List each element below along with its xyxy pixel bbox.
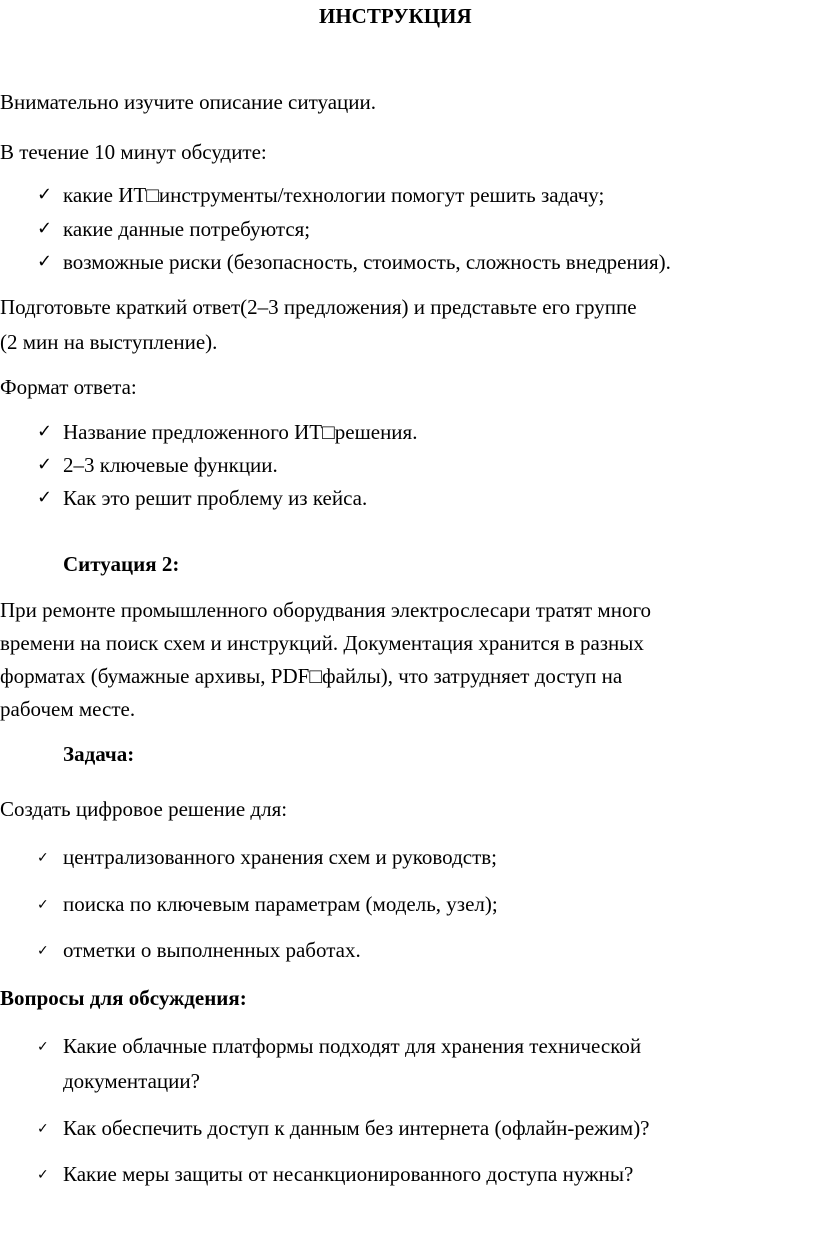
task-heading: Задача: [63, 742, 135, 766]
list-item: отметки о выполненных работах. [63, 938, 361, 962]
checkmark-icon: ✓ [37, 1039, 49, 1055]
situation-line: времени на поиск схем и инструкций. Документация хранится в разных [0, 631, 644, 655]
questions-heading: Вопросы для обсуждения: [0, 986, 247, 1010]
checkmark-icon: ✓ [37, 943, 49, 959]
list-item: Название предложенного ИТ□решения. [63, 420, 418, 444]
checkmark-icon: ✓ [37, 218, 53, 239]
checkmark-icon: ✓ [37, 421, 53, 442]
list-item: Какие облачные платформы подходят для хранения технической [63, 1034, 642, 1058]
situation-heading: Ситуация 2: [63, 552, 180, 576]
intro-paragraph-1: Внимательно изучите описание ситуации. [0, 90, 376, 114]
list-item: возможные риски (безопасность, стоимость, сложность внедрения). [63, 250, 671, 274]
task-lead: Создать цифровое решение для: [0, 797, 288, 821]
checkmark-icon: ✓ [37, 454, 53, 475]
list-item: Как обеспечить доступ к данным без интернета (офлайн-режим)? [63, 1116, 650, 1140]
checkmark-icon: ✓ [37, 184, 53, 205]
situation-line: При ремонте промышленного оборудвания электрослесари тратят много [0, 598, 652, 622]
list-item: Какие меры защиты от несанкционированного доступа нужны? [63, 1162, 634, 1186]
checkmark-icon: ✓ [37, 1167, 49, 1183]
intro-paragraph-2: В течение 10 минут обсудите: [0, 140, 267, 164]
intro-paragraph-3-cont: (2 мин на выступление). [0, 330, 218, 354]
list-item-cont: документации? [63, 1069, 200, 1093]
checkmark-icon: ✓ [37, 487, 53, 508]
list-item: какие данные потребуются; [63, 217, 311, 241]
checkmark-icon: ✓ [37, 850, 49, 866]
intro-paragraph-3: Подготовьте краткий ответ(2–3 предложения) и представьте его группе [0, 295, 637, 319]
list-item: поиска по ключевым параметрам (модель, узел); [63, 892, 498, 916]
list-item: Как это решит проблему из кейса. [63, 486, 368, 510]
checkmark-icon: ✓ [37, 897, 49, 913]
answer-format-heading: Формат ответа: [0, 375, 137, 399]
list-item: какие ИТ□инструменты/технологии помогут решить задачу; [63, 183, 605, 207]
list-item: 2–3 ключевые функции. [63, 453, 278, 477]
situation-line: форматах (бумажные архивы, PDF□файлы), что затрудняет доступ на [0, 664, 623, 688]
checkmark-icon: ✓ [37, 251, 53, 272]
situation-line: рабочем месте. [0, 697, 136, 721]
page-title: ИНСТРУКЦИЯ [319, 4, 472, 28]
list-item: централизованного хранения схем и руководств; [63, 845, 497, 869]
checkmark-icon: ✓ [37, 1121, 49, 1137]
